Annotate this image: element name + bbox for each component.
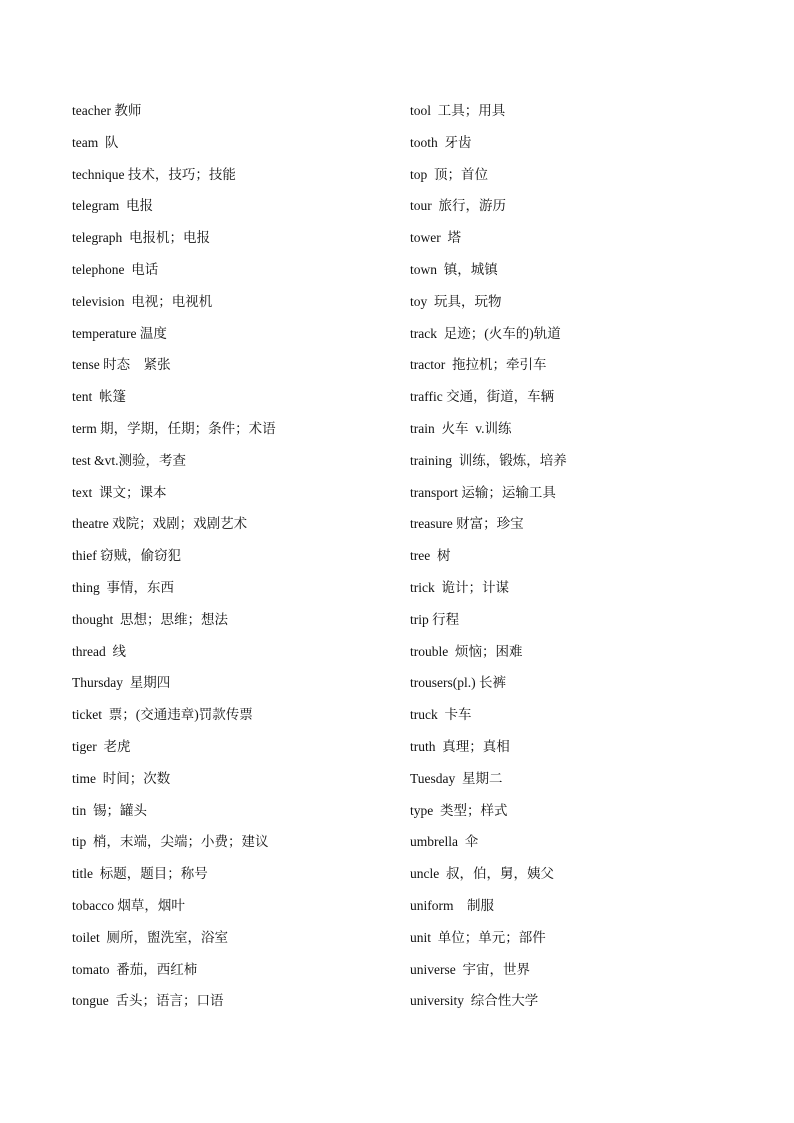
vocab-entry: tent 帐篷 xyxy=(72,389,126,405)
vocab-entry: team 队 xyxy=(72,134,119,150)
vocab-entry: tip 梢，末端，尖端；小费；建议 xyxy=(72,834,269,850)
vocab-entry: Tuesday 星期二 xyxy=(410,770,503,786)
vocab-entry: tobacco 烟草，烟叶 xyxy=(72,897,185,913)
vocab-entry: tool 工具；用具 xyxy=(410,103,506,118)
vocab-entry: term 期，学期，任期；条件；术语 xyxy=(72,420,276,436)
vocab-entry: town 镇，城镇 xyxy=(410,261,498,277)
vocab-entry: temperature 温度 xyxy=(72,325,167,341)
vocab-entry: transport 运输；运输工具 xyxy=(410,484,556,500)
vocab-entry: training 训练，锻炼，培养 xyxy=(410,452,567,468)
vocab-entry: telegraph 电报机；电报 xyxy=(72,230,210,246)
vocab-entry: umbrella 伞 xyxy=(410,834,479,850)
vocab-entry: ticket 票；(交通违章)罚款传票 xyxy=(72,707,253,723)
vocab-entry: uncle 叔，伯，舅，姨父 xyxy=(410,866,554,882)
vocab-entry: toy 玩具，玩物 xyxy=(410,293,502,309)
vocab-entry: tomato 番茄，西红柿 xyxy=(72,961,198,977)
vocab-entry: tower 塔 xyxy=(410,230,461,246)
vocab-entry: text 课文；课本 xyxy=(72,484,167,500)
vocab-entry: thread 线 xyxy=(72,643,126,659)
vocab-entry: track 足迹；(火车的)轨道 xyxy=(410,325,561,341)
vocab-entry: treasure 财富；珍宝 xyxy=(410,516,524,532)
vocab-entry: toilet 厕所，盥洗室，浴室 xyxy=(72,929,228,945)
vocab-entry: tour 旅行，游历 xyxy=(410,198,506,214)
vocab-entry: university 综合性大学 xyxy=(410,993,539,1009)
vocab-entry: time 时间；次数 xyxy=(72,770,171,786)
vocab-entry: tree 树 xyxy=(410,548,451,564)
left-vocabulary-column xyxy=(72,95,392,1017)
vocab-entry: tense 时态 紧张 xyxy=(72,357,171,373)
vocab-entry: top 顶；首位 xyxy=(410,166,489,182)
vocab-entry: Thursday 星期四 xyxy=(72,675,171,691)
vocab-entry: telephone 电话 xyxy=(72,261,159,277)
vocab-entry: telegram 电报 xyxy=(72,198,153,214)
vocab-entry: test &vt.测验，考查 xyxy=(72,452,186,468)
vocab-entry: tongue 舌头；语言；口语 xyxy=(72,993,224,1009)
vocab-entry: truth 真理；真相 xyxy=(410,738,510,754)
vocab-entry: trousers(pl.) 长裤 xyxy=(410,675,506,691)
vocab-entry: thing 事情，东西 xyxy=(72,579,175,595)
vocab-entry: truck 卡车 xyxy=(410,707,472,723)
right-vocabulary-column xyxy=(410,95,740,1017)
vocab-entry: theatre 戏院；戏剧；戏剧艺术 xyxy=(72,516,248,532)
vocab-entry: train 火车 v.训练 xyxy=(410,420,512,436)
vocab-entry: traffic 交通，街道，车辆 xyxy=(410,389,555,405)
vocab-entry: type 类型；样式 xyxy=(410,802,508,818)
vocab-entry: trouble 烦恼；困难 xyxy=(410,643,523,659)
vocab-entry: thief 窃贼，偷窃犯 xyxy=(72,548,182,564)
vocab-entry: universe 宇宙，世界 xyxy=(410,961,530,977)
vocab-entry: tiger 老虎 xyxy=(72,738,131,754)
vocab-entry: trick 诡计；计谋 xyxy=(410,579,509,595)
vocab-entry: thought 思想；思维；想法 xyxy=(72,611,229,627)
vocab-entry: tooth 牙齿 xyxy=(410,134,472,150)
vocab-entry: tin 锡；罐头 xyxy=(72,802,148,818)
vocab-entry: television 电视；电视机 xyxy=(72,293,213,309)
vocab-entry: unit 单位；单元；部件 xyxy=(410,929,546,945)
vocab-entry: trip 行程 xyxy=(410,611,460,627)
vocab-entry: title 标题，题目；称号 xyxy=(72,866,208,882)
vocab-entry: technique 技术，技巧；技能 xyxy=(72,166,236,182)
vocab-entry: teacher 教师 xyxy=(72,103,142,118)
vocab-entry: tractor 拖拉机；牵引车 xyxy=(410,357,547,373)
vocab-entry: uniform 制服 xyxy=(410,897,494,913)
